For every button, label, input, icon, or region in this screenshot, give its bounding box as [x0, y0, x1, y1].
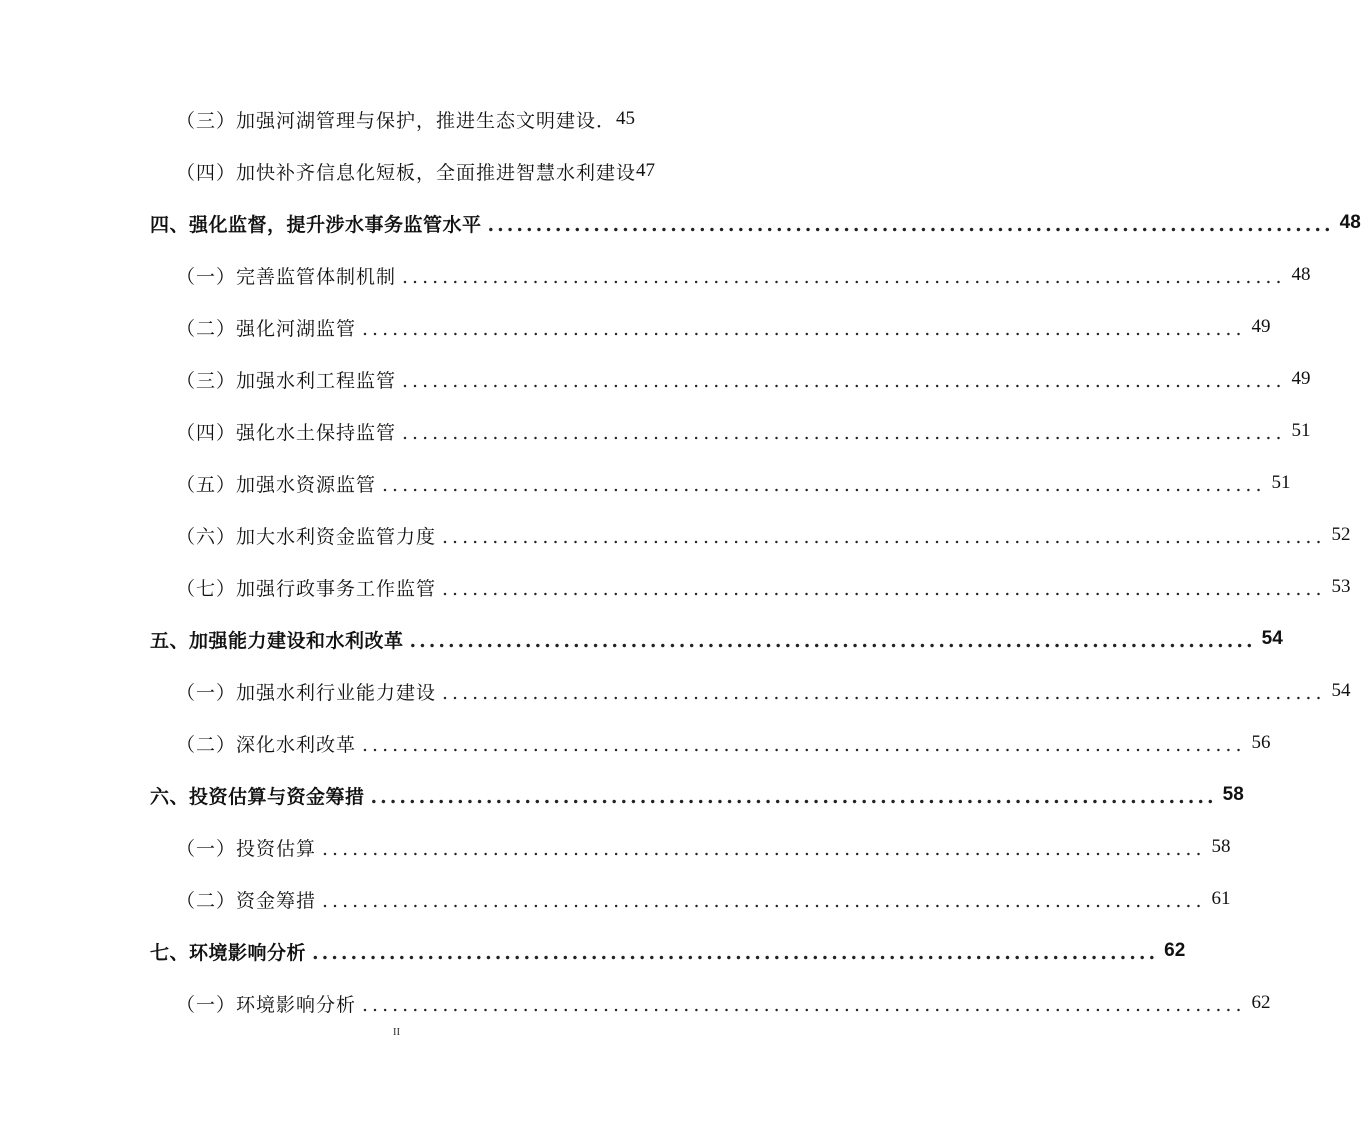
toc-entry-title: （四）加快补齐信息化短板，全面推进智慧水利建设	[176, 161, 637, 184]
toc-entry[interactable]	[150, 622, 1283, 656]
toc-entry[interactable]	[176, 570, 1351, 604]
toc-page-number: 54	[1331, 680, 1351, 701]
toc-dot-leader: ........................................................................................	[402, 370, 1286, 392]
toc-dot-leader: ........................................................................................	[362, 318, 1246, 340]
toc-entry-title: （一）投资估算	[176, 837, 317, 860]
toc-entry[interactable]	[176, 830, 1231, 864]
toc-entry-title: （六）加大水利资金监管力度	[176, 525, 437, 548]
toc-entry[interactable]	[150, 778, 1244, 812]
toc-page-number: 48	[1291, 264, 1311, 285]
toc-dot-leader: ........................................................................................	[382, 474, 1266, 496]
toc-entry[interactable]	[176, 310, 1271, 344]
toc-entry-title: （一）加强水利行业能力建设	[176, 681, 437, 704]
toc-page-number: 56	[1251, 732, 1271, 753]
toc-entry-title: （七）加强行政事务工作监管	[176, 577, 437, 600]
toc-page-number: 58	[1222, 784, 1244, 805]
toc-entry-title: （一）完善监管体制机制	[176, 265, 397, 288]
toc-page-number: 48	[1339, 212, 1361, 233]
toc-entry-title: 七、环境影响分析	[150, 941, 307, 964]
toc-entry-title: （一）环境影响分析	[176, 993, 357, 1016]
toc-page-number: 61	[1211, 888, 1231, 909]
toc-entry-title: （二）强化河湖监管	[176, 317, 357, 340]
toc-entry-title: （二）资金筹措	[176, 889, 317, 912]
toc-entry[interactable]	[176, 986, 1271, 1020]
toc-dot-leader: ........................................................................................	[322, 890, 1206, 912]
toc-page-number: 62	[1251, 992, 1271, 1013]
toc-dot-leader: ........................................................................................	[322, 838, 1206, 860]
toc-entry-title: （五）加强水资源监管	[176, 473, 377, 496]
toc-dot-leader: ........................................................................................	[370, 786, 1217, 808]
toc-entry-title: （四）强化水土保持监管	[176, 421, 397, 444]
toc-entry[interactable]	[176, 674, 1351, 708]
toc-entry[interactable]	[176, 726, 1271, 760]
toc-entry-title: （二）深化水利改革	[176, 733, 357, 756]
toc-dot-leader: ........................................................................................	[487, 214, 1334, 236]
toc-entry-title: 五、加强能力建设和水利改革	[150, 629, 404, 652]
toc-entry-title: 六、投资估算与资金筹措	[150, 785, 365, 808]
toc-entry[interactable]	[176, 258, 1311, 292]
toc-entry-title: （三）加强水利工程监管	[176, 369, 397, 392]
toc-page-number: 51	[1291, 420, 1311, 441]
toc-dot-leader: ........................................................................................	[362, 734, 1246, 756]
toc-entry[interactable]	[176, 882, 1231, 916]
page-number-footer: II	[392, 1026, 401, 1038]
toc-page-number: 49	[1251, 316, 1271, 337]
toc-dot-leader: ........................................................................................	[409, 630, 1256, 652]
toc-entry[interactable]	[176, 466, 1291, 500]
toc-entry[interactable]	[176, 518, 1351, 552]
toc-dot-leader: ........................................................................................	[442, 526, 1326, 548]
toc-entry-title: （三）加强河湖管理与保护，推进生态文明建设．	[176, 109, 617, 132]
toc-entry[interactable]	[176, 362, 1311, 396]
toc-page-number: 45	[616, 108, 636, 129]
toc-page-number: 49	[1291, 368, 1311, 389]
toc-page-number: 62	[1164, 940, 1186, 961]
toc-dot-leader: ........................................................................................	[402, 266, 1286, 288]
toc-page-number: 47	[636, 160, 656, 181]
toc-entry[interactable]	[176, 154, 660, 188]
toc-entry[interactable]	[176, 414, 1311, 448]
toc-page-number: 54	[1261, 628, 1283, 649]
toc-dot-leader: ........................................................................................	[442, 682, 1326, 704]
toc-entry[interactable]	[150, 934, 1186, 968]
toc-dot-leader: ........................................................................................	[312, 942, 1159, 964]
toc-dot-leader: ........................................................................................	[362, 994, 1246, 1016]
toc-page-number: 53	[1331, 576, 1351, 597]
toc-entry[interactable]	[176, 102, 660, 136]
toc-entry-title: 四、强化监督，提升涉水事务监管水平	[150, 213, 482, 236]
toc-page-number: 51	[1271, 472, 1291, 493]
toc-page-number: 58	[1211, 836, 1231, 857]
toc-page-number: 52	[1331, 524, 1351, 545]
toc-dot-leader: ........................................................................................	[402, 422, 1286, 444]
toc-entry[interactable]	[150, 206, 1361, 240]
toc-dot-leader: ........................................................................................	[442, 578, 1326, 600]
